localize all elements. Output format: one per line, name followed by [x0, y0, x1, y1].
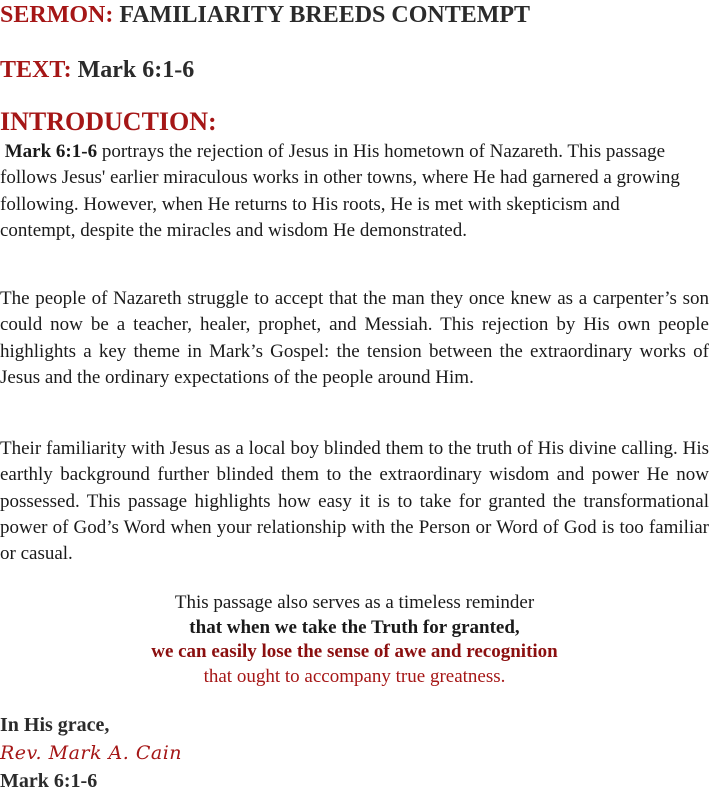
text-reference: Mark 6:1-6 — [77, 57, 195, 83]
introduction-heading: INTRODUCTION: — [0, 107, 217, 136]
quote-line-2: that when we take the Truth for granted, — [189, 616, 520, 638]
sermon-title: FAMILIARITY BREEDS CONTEMPT — [119, 2, 531, 28]
quote-line-1: This passage also serves as a timeless reminder — [174, 592, 535, 613]
closing-block — [0, 712, 709, 794]
text-label: TEXT: — [0, 57, 72, 83]
intro-paragraph-1 — [0, 139, 690, 244]
quote-line-3: we can easily lose the sense of awe and recognition — [151, 641, 558, 662]
author-signature: Rev. Mark A. Cain — [0, 742, 183, 764]
intro-paragraph-2: The people of Nazareth struggle to accept that the man they once knew as a carpenter’s son could now be a teacher, healer, prophet, and Messiah. This rejection by His own people highlights a key theme in Mark’s Gospel: the tension between the extraordinary works of Jesus and the ordinary expectations of the people around Him. — [0, 288, 709, 388]
text-reference-line — [0, 56, 194, 84]
intro-scripture-ref: Mark 6:1-6 — [4, 141, 98, 162]
sermon-title-line — [0, 1, 530, 29]
quote-line-4: that ought to accompany true greatness. — [203, 665, 506, 687]
closing-reference: Mark 6:1-6 — [0, 770, 98, 792]
intro-paragraph-3: Their familiarity with Jesus as a local boy blinded them to the truth of His divine calling. His earthly background further blinded them to the extraordinary wisdom and power He now possessed. This passage highlights how easy it is to take for granted the transformational power of God’s Word when your relationship with the Person or Word of God is too familiar or casual. — [0, 438, 709, 565]
highlight-quote — [0, 591, 709, 689]
intro-paragraph-1-text: portrays the rejection of Jesus in His hometown of Nazareth. This passage follows Jesus' earlier miraculous works in other towns, where He had garnered a growing following. However, when He returns to His roots, He is met with skepticism and contempt, despite the miracles and wisdom He demonstrated. — [0, 141, 680, 241]
sermon-label: SERMON: — [0, 2, 114, 28]
closing-salutation: In His grace, — [0, 714, 110, 736]
